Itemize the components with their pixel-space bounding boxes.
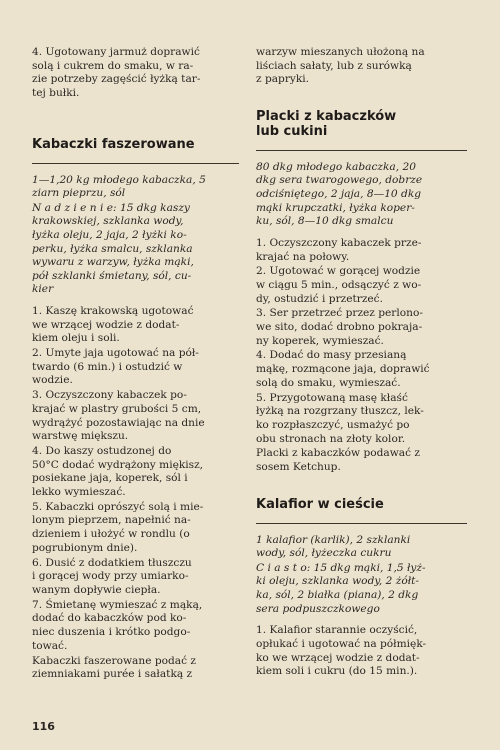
right-column [256,46,467,680]
recipe-title-kalafior: Kalafior w cieście [256,496,384,512]
serving-note: Kabaczki faszerowane podać z ziemniakami purée i sałatką z [32,654,196,681]
page-number: 116 [32,720,55,733]
step-3: 3. Oczyszczony kabaczek po- krajać w plastry grubości 5 cm, wydrążyć pozostawiając na dnie warstwę miększu. [32,389,205,443]
filling-kabaczki: N a d z i e n i e: 15 dkg kaszy krakowskiej, szklanka wody, łyżka oleju, 2 jaja, 2 łyżki ko- perku, łyżka smalcu, szklanka wywaru z warzyw, łyżka mąki, pół szklanki śmietany, sól, cu- kier [32,201,194,296]
step-5: 5. Przygotowaną masę kłaść łyżką na rozgrzany tłuszcz, lek- ko rozpłaszczyć, usmażyć po obu stronach na złoty kolor. [256,391,424,445]
step-2: 2. Umyte jaja ugotować na pół- twardo (6 min.) i ostudzić w wodzie. [32,347,199,387]
step-1: 1. Kaszę krakowską ugotować we wrzącej wodzie z dodat- kiem oleju i soli. [32,304,194,345]
ingredients-kalafior: 1 kalafior (karlik), 2 szklanki wody, sól, łyżeczka cukru [256,533,411,560]
serving-note: Placki z kabaczków podawać z sosem Ketchup. [256,447,420,474]
left-column [32,46,239,683]
ingredients-placki: 80 dkg młodego kabaczka, 20 dkg sera twarogowego, dobrze odciśniętego, 2 jaja, 8—10 dkg mąki krupczatki, łyżka koper- ku, sól, 8—10 dkg smalcu [256,160,423,228]
title-divider [256,150,467,151]
kabaczki-serving-continued: warzyw mieszanych ułożoną na liściach sałaty, lub z surówką z papryki. [256,46,425,86]
recipe-title-placki: Placki z kabaczków lub cukini [256,109,397,140]
step-5: 5. Kabaczki oprószyć solą i mie- lonym pieprzem, napełnić na- dzieniem i ułożyć w rondlu (o pogrubionym dnie). [32,500,204,554]
ingredients-kabaczki: 1—1,20 kg młodego kabaczka, 5 ziarn pieprzu, sól [32,173,206,200]
step-2: 2. Ugotować w gorącej wodzie w ciągu 5 min., odsączyć z wo- dy, ostudzić i przetrzeć. [256,265,422,305]
dough-kalafior: C i a s t o: 15 dkg mąki, 1,5 łyż- ki oleju, szklanka wody, 2 żółt- ka, sól, 2 białka (piana), 2 dkg sera podpuszczkowego [256,561,426,615]
step-7: 7. Śmietanę wymieszać z mąką, dodać do kabaczków pod ko- niec duszenia i krótko podgo- tować. [32,598,203,652]
step-3: 3. Ser przetrzeć przez perlono- we sito, dodać drobno pokraja- ny koperek, wymieszać. [256,307,423,347]
jarmuz-final-step: 4. Ugotowany jarmuż doprawić solą i cukrem do smaku, w ra- zie potrzeby zagęścić łyżką tar- tej bułki. [32,46,201,100]
step-1: 1. Oczyszczony kabaczek prze- krajać na połowy. [256,236,422,263]
step-4: 4. Do kaszy ostudzonej do 50°C dodać wydrążony miękisz, posiekane jaja, koperek, sól i lekko wymieszać. [32,444,204,499]
step-6: 6. Dusić z dodatkiem tłuszczu i gorącej wody przy umiarko- wanym dopływie ciepła. [32,556,192,596]
step-1: 1. Kalafior starannie oczyścić, opłukać i ugotować na półmięk- ko we wrzącej wodzie z dodat- kiem soli i cukru (do 15 min.). [256,624,427,678]
step-4: 4. Dodać do masy przesianą mąkę, rozmącone jaja, doprawić solą do smaku, wymieszać. [256,349,430,389]
title-divider [256,523,467,524]
title-divider [32,163,239,164]
recipe-title-kabaczki-faszerowane: Kabaczki faszerowane [32,136,195,152]
